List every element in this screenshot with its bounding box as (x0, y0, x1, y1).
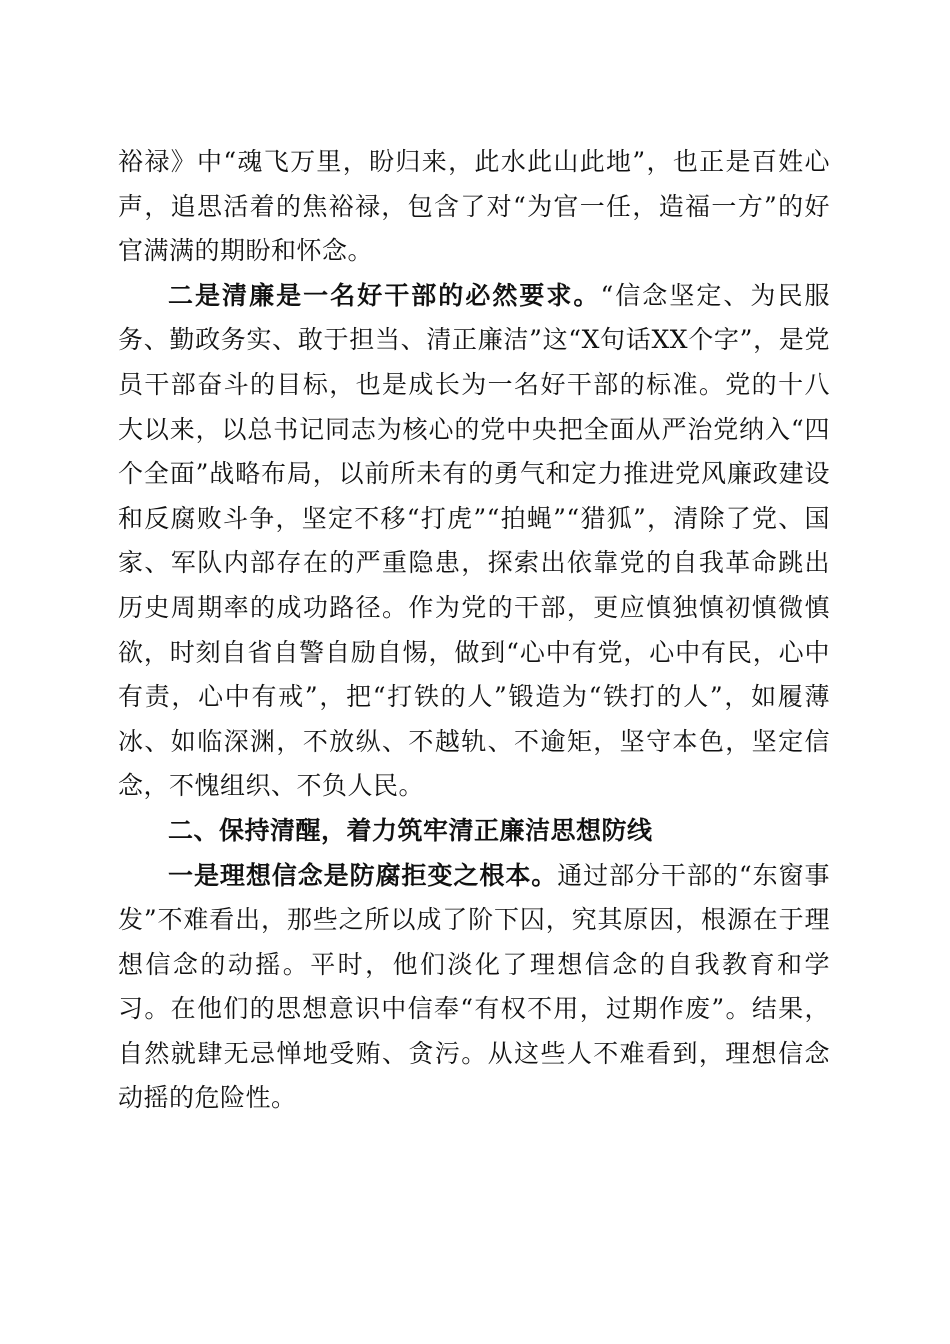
document-body (118, 140, 830, 1121)
paragraph-text: 裕禄》中“魂飞万里，盼归来，此水此山此地”，也正是百姓心声，追思活着的焦裕禄，包含了对“为官一任，造福一方”的好官满满的期盼和怀念。 (118, 147, 830, 266)
paragraph-lead-sentence: 一是理想信念是防腐拒变之根本。 (168, 860, 558, 890)
paragraph-lead-sentence: 二是清廉是一名好干部的必然要求。 (168, 280, 601, 310)
section-heading: 二、保持清醒，着力筑牢清正廉洁思想防线 (168, 815, 653, 845)
paragraph-continued (118, 140, 830, 274)
paragraph-text: “信念坚定、为民服务、勤政务实、敢于担当、清正廉洁”这“X句话XX个字”，是党员干部奋斗的目标，也是成长为一名好干部的标准。党的十八大以来，以总书记同志为核心的党中央把全面从严治党纳入“四个全面”战略布局，以前所未有的勇气和定力推进党风廉政建设和反腐败斗争，坚定不移“打虎”“拍蝇”“猎狐”，清除了党、国家、军队内部存在的严重隐患，探索出依靠党的自我革命跳出历史周期率的成功路径。作为党的干部，更应慎独慎初慎微慎欲，时刻自省自警自励自惕，做到“心中有党，心中有民，心中有责，心中有戒”，把“打铁的人”锻造为“铁打的人”，如履薄冰、如临深渊，不放纵、不越轨、不逾矩，坚守本色，坚定信念，不愧组织、不负人民。 (118, 280, 830, 801)
paragraph-text: 通过部分干部的“东窗事发”不难看出，那些之所以成了阶下囚，究其原因，根源在于理想信念的动摇。平时，他们淡化了理想信念的自我教育和学习。在他们的思想意识中信奉“有权不用，过期作废”。结果，自然就肆无忌惮地受贿、贪污。从这些人不难看到，理想信念动摇的危险性。 (118, 860, 830, 1113)
paragraph-integrity-requirement (118, 274, 830, 809)
paragraph-ideals-beliefs (118, 854, 830, 1122)
